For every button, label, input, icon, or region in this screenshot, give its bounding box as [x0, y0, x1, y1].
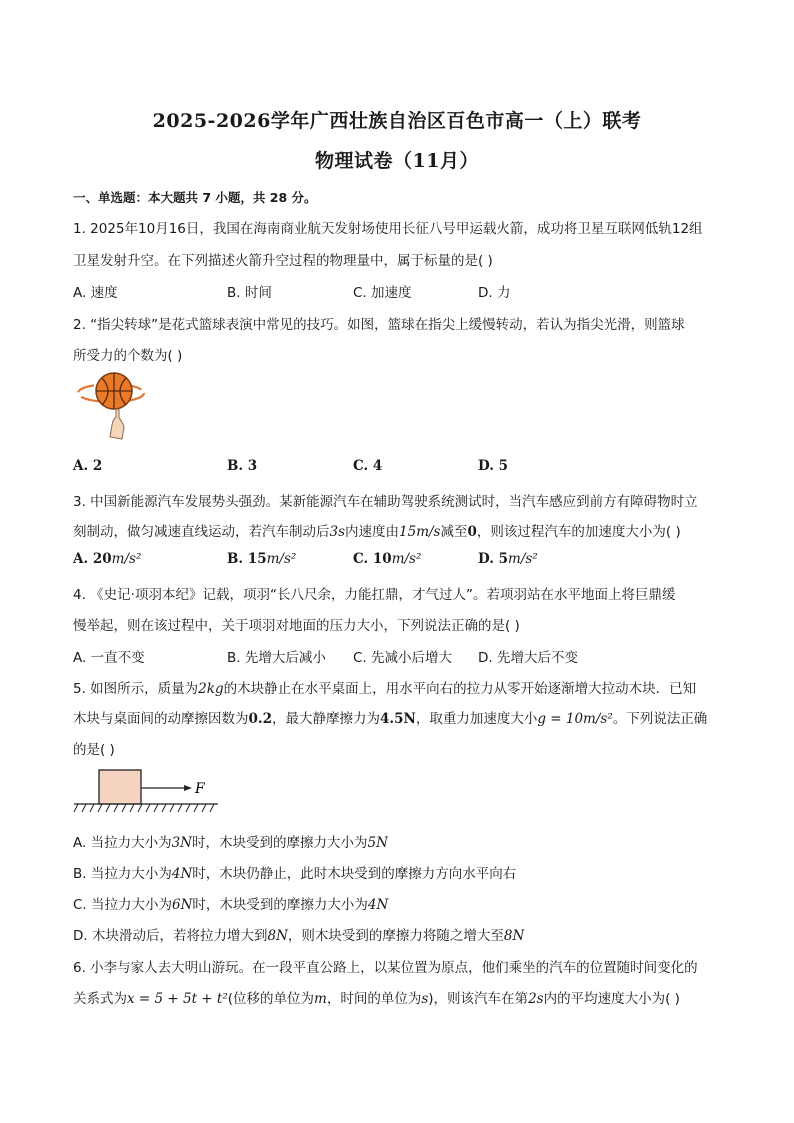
force-arrow-head	[184, 785, 192, 791]
q1-option-d: D. 力	[478, 285, 511, 301]
q5-option-a: A. 当拉力大小为3N时，木块受到的摩擦力大小为5N	[73, 835, 388, 851]
q2-option-b: B. 3	[227, 458, 258, 474]
finger-hand	[110, 409, 124, 439]
q2-option-c: C. 4	[353, 458, 383, 474]
q3-stem-line2: 刻制动，做匀减速直线运动，若汽车制动后3s内速度由15m/s减至0，则该过程汽车的加速度大小为( )	[73, 524, 681, 540]
q4-option-a: A. 一直不变	[73, 650, 145, 666]
q3-option-c: C. 10m/s²	[353, 551, 422, 567]
q6-stem-line2: 关系式为x = 5 + 5t + t²(位移的单位为m，时间的单位为s)，则该汽车在第2s内的平均速度大小为( )	[73, 991, 680, 1007]
exam-title: 2025-2026学年广西壮族自治区百色市高一（上）联考	[152, 110, 642, 132]
q3-stem-line1: 3. 中国新能源汽车发展势头强劲。某新能源汽车在辅助驾驶系统测试时，当汽车感应到前方有障碍物时立	[73, 494, 698, 510]
q4-option-d: D. 先增大后不变	[478, 650, 578, 666]
q6-stem-line1: 6. 小李与家人去大明山游玩。在一段平直公路上，以某位置为原点，他们乘坐的汽车的位置随时间变化的	[73, 960, 698, 976]
q1-option-b: B. 时间	[227, 285, 272, 301]
table-hatching	[74, 804, 214, 812]
q5-option-c: C. 当拉力大小为6N时，木块受到的摩擦力大小为4N	[73, 897, 389, 913]
q1-stem-line1: 1. 2025年10月16日，我国在海南商业航天发射场使用长征八号甲运载火箭，成功将卫星互联网低轨12组	[73, 221, 703, 237]
section-heading: 一、单选题：本大题共 7 小题，共 28 分。	[73, 190, 317, 205]
q4-stem-line2: 慢举起，则在该过程中，关于项羽对地面的压力大小，下列说法正确的是( )	[73, 618, 520, 634]
q3-option-a: A. 20m/s²	[73, 551, 142, 567]
block-on-table-figure	[72, 768, 222, 814]
q2-option-a: A. 2	[73, 458, 103, 474]
q2-stem-line1: 2. “指尖转球”是花式篮球表演中常见的技巧。如图，篮球在指尖上缓慢转动，若认为指尖光滑，则篮球	[73, 317, 685, 333]
q1-option-a: A. 速度	[73, 285, 118, 301]
q5-option-d: D. 木块滑动后，若将拉力增大到8N，则木块受到的摩擦力将随之增大至8N	[73, 928, 525, 944]
q4-stem-line1: 4. 《史记·项羽本纪》记载，项羽“长八尺余，力能扛鼎，才气过人”。若项羽站在水平地面上将巨鼎缓	[73, 587, 676, 603]
q2-option-d: D. 5	[478, 458, 509, 474]
q2-stem-line2: 所受力的个数为( )	[73, 348, 183, 364]
q4-option-b: B. 先增大后减小	[227, 650, 326, 666]
exam-subtitle: 物理试卷（11月）	[315, 150, 479, 172]
q4-option-c: C. 先减小后增大	[353, 650, 453, 666]
q1-stem-line2: 卫星发射升空。在下列描述火箭升空过程的物理量中，属于标量的是( )	[73, 253, 493, 269]
wooden-block	[99, 770, 141, 804]
q5-stem-line1: 5. 如图所示，质量为2kg的木块静止在水平桌面上，用水平向右的拉力从零开始逐渐增大拉动木块．已知	[73, 681, 697, 697]
q5-stem-line3: 的是( )	[73, 742, 115, 758]
q3-option-d: D. 5m/s²	[478, 551, 538, 567]
q5-option-b: B. 当拉力大小为4N时，木块仍静止，此时木块受到的摩擦力方向水平向右	[73, 866, 517, 882]
q1-option-c: C. 加速度	[353, 285, 412, 301]
q3-option-b: B. 15m/s²	[227, 551, 297, 567]
spinning-basketball-figure	[76, 367, 146, 443]
q5-stem-line2: 木块与桌面间的动摩擦因数为0.2，最大静摩擦力为4.5N，取重力加速度大小g = 10m/s²。下列说法正确	[73, 711, 708, 727]
force-label: F	[195, 781, 205, 797]
